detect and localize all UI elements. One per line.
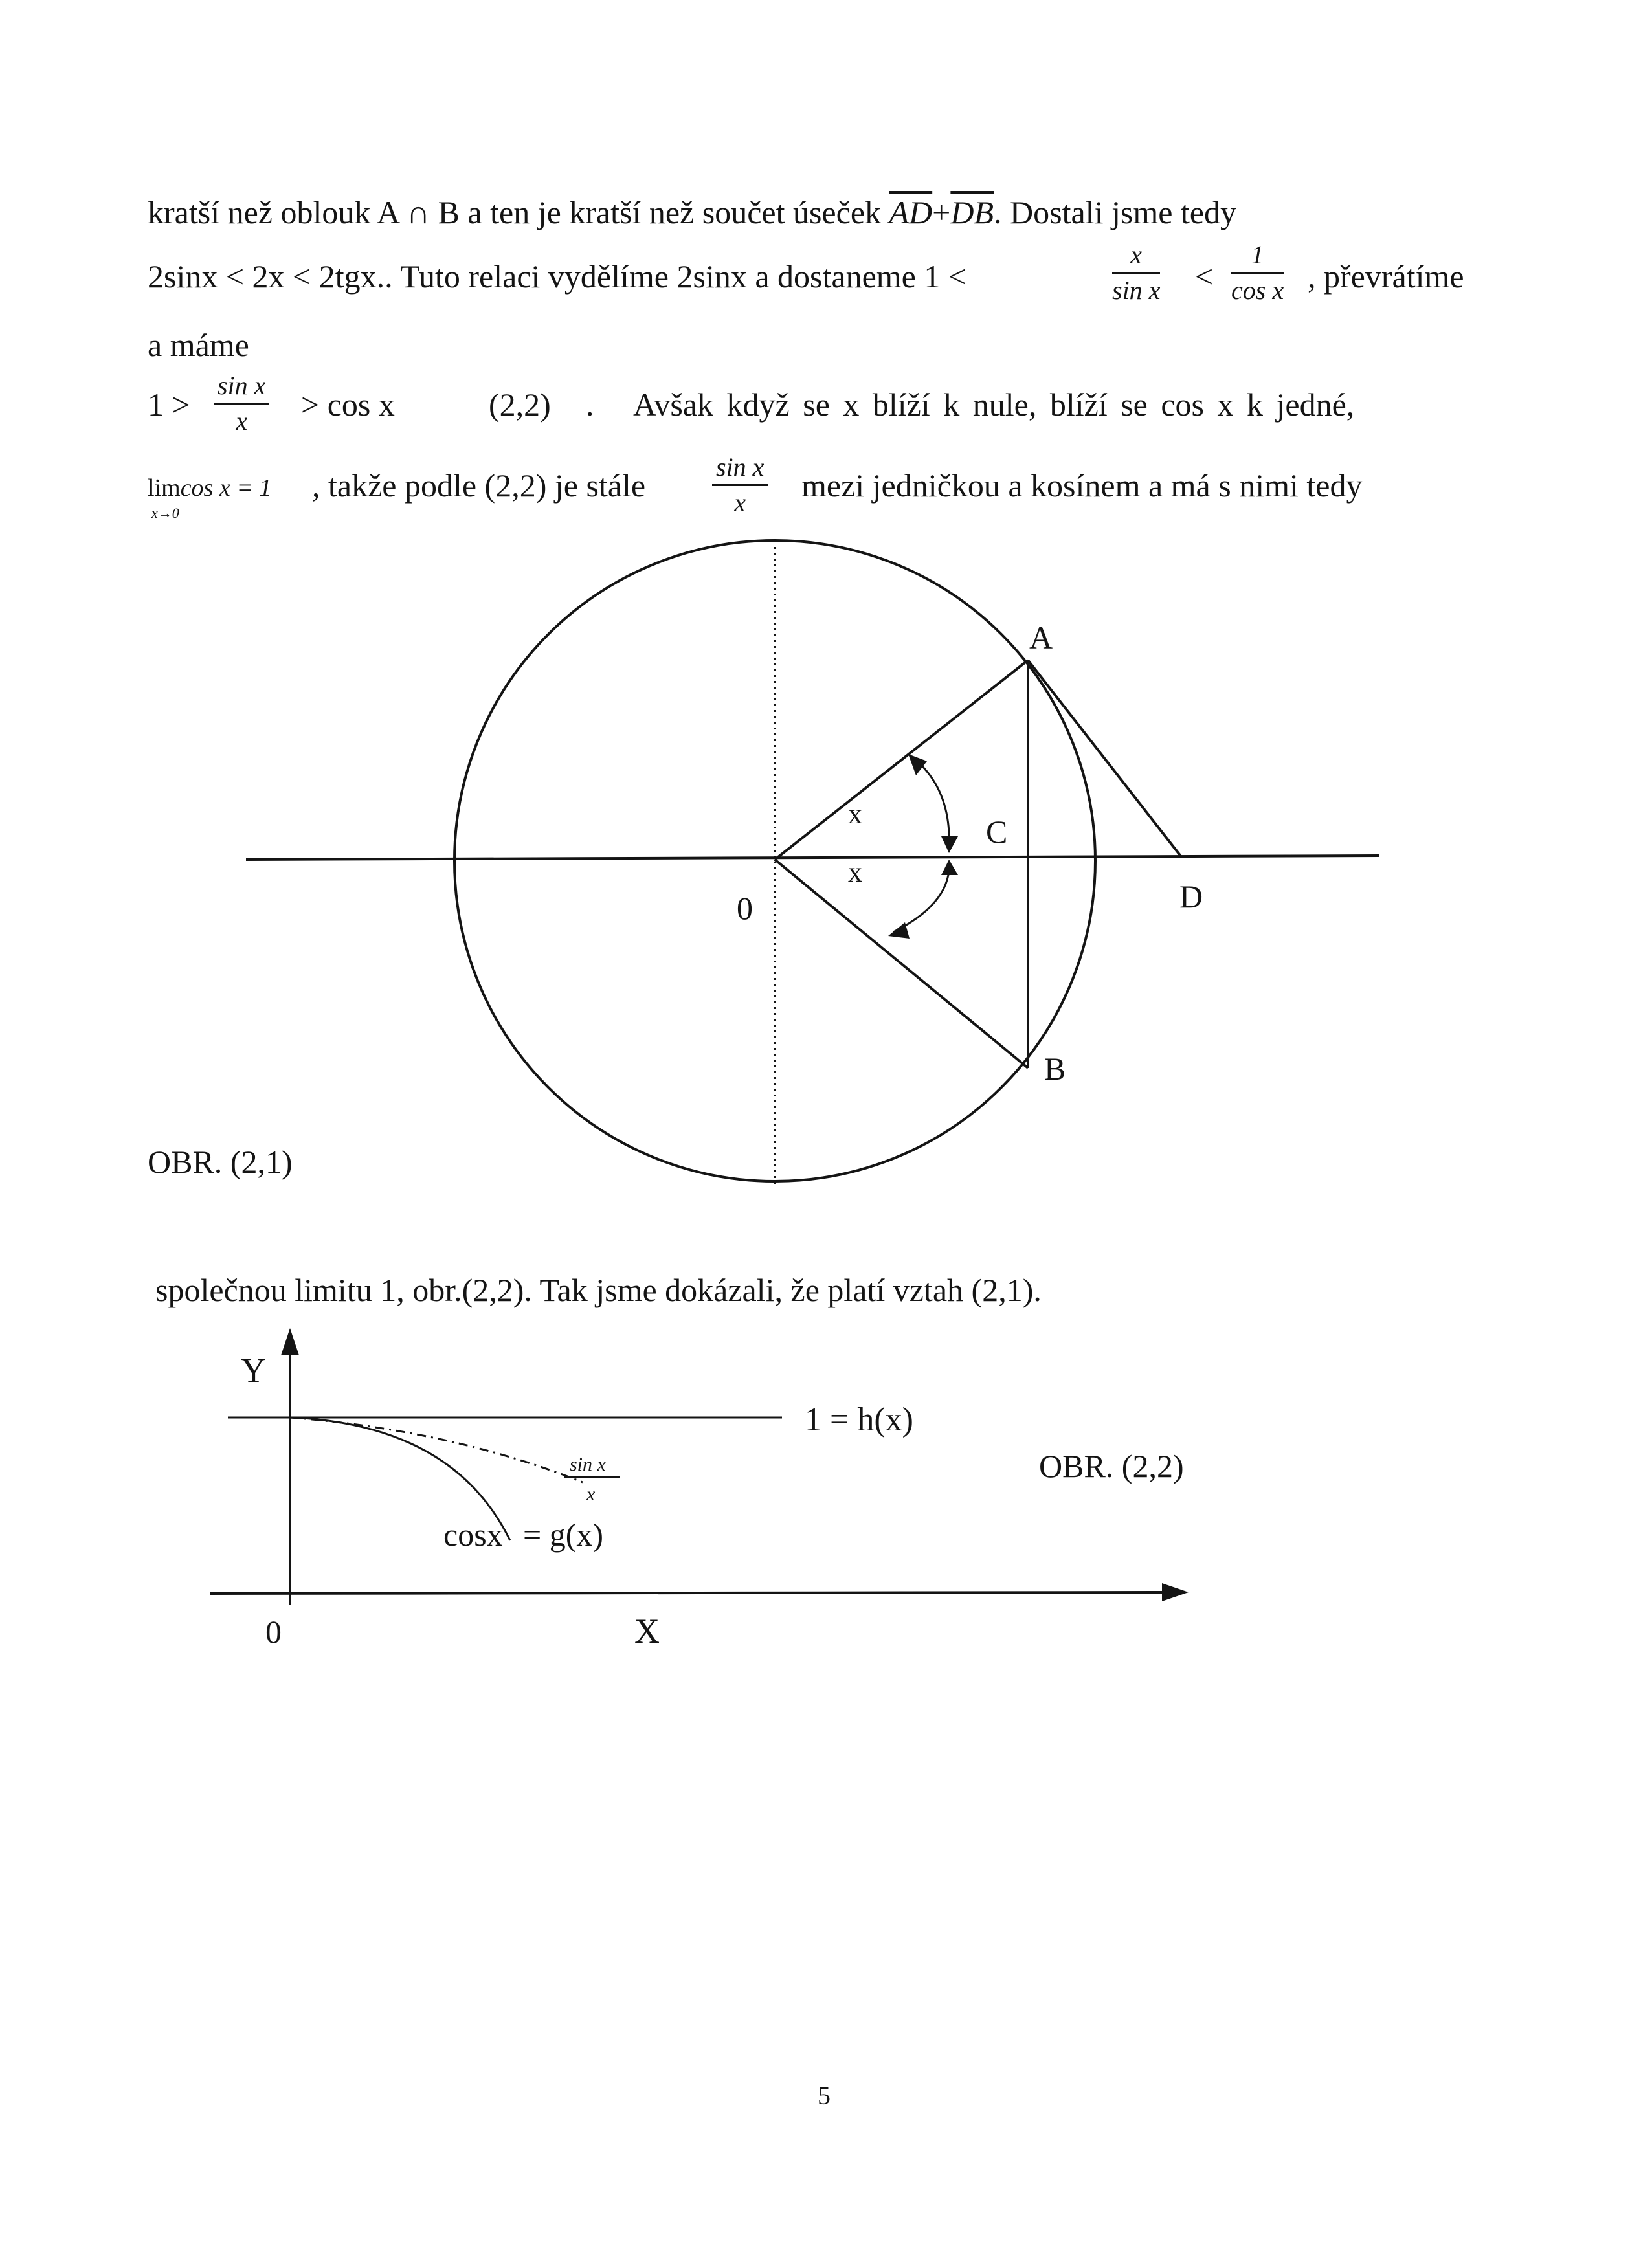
fraction-numerator: x <box>1130 240 1143 269</box>
figure1-caption: OBR. (2,1) <box>148 1144 293 1180</box>
g-label-gx: = g(x) <box>523 1517 603 1553</box>
line-4-start: 1 > <box>148 386 190 423</box>
line-2-end: , převrátíme <box>1308 258 1464 295</box>
segment-ad: $\overline{AD}$ <box>889 194 933 230</box>
equation-ref: (2,2) <box>489 386 551 423</box>
line1-mid: B a ten je kratší než součet úseček <box>438 194 882 230</box>
plus-sign: + <box>932 194 951 230</box>
segment-ad <box>1028 660 1181 857</box>
x-axis-arrow-icon <box>1162 1583 1189 1601</box>
segment-db: $\overline{DB}$ <box>950 194 994 230</box>
g-label-cosx: cosx <box>443 1517 503 1553</box>
fraction-denominator: cos x <box>1231 276 1284 305</box>
arrowhead-icon <box>941 860 958 875</box>
curve-sinx-over-x <box>290 1418 583 1482</box>
lim-word: lim <box>148 474 181 502</box>
horizontal-axis <box>246 856 1379 860</box>
gt-cos-x: > cos x <box>301 386 395 423</box>
line-2-start: 2sinx < 2x < 2tgx.. Tuto relaci vydělíme 2sinx a dostaneme 1 < <box>148 258 967 295</box>
segment-ob <box>775 860 1028 1068</box>
fraction-denominator: x <box>236 406 248 436</box>
ratio-denominator: x <box>586 1484 596 1505</box>
h-label: 1 = h(x) <box>805 1401 913 1438</box>
axis-label-y: Y <box>241 1351 266 1390</box>
label-d: D <box>1179 878 1203 915</box>
angle-label-upper: x <box>848 798 862 830</box>
line1-start: kratší než oblouk A <box>148 194 399 230</box>
angle-arc-lower <box>893 871 949 932</box>
fraction-numerator: sin x <box>716 452 765 482</box>
label-a: A <box>1029 619 1053 656</box>
cap-symbol: ∩ <box>406 194 430 230</box>
angle-arc-upper <box>914 759 949 848</box>
line-5-end: mezi jedničkou a kosínem a má s nimi tedy <box>801 467 1363 504</box>
arrowhead-icon <box>908 754 927 775</box>
axis-label-x: X <box>634 1612 660 1651</box>
lim-expr: cos x = 1 <box>180 474 272 502</box>
period: . <box>586 386 594 423</box>
y-axis-arrow-icon <box>281 1328 299 1355</box>
angle-label-lower: x <box>848 856 862 888</box>
figure2-caption: OBR. (2,2) <box>1039 1448 1184 1484</box>
fraction-denominator: sin x <box>1112 276 1161 305</box>
fraction-denominator: x <box>734 488 746 517</box>
fraction-numerator: 1 <box>1251 240 1264 269</box>
origin-label: 0 <box>265 1614 282 1650</box>
fraction-numerator: sin x <box>218 371 266 400</box>
lim-subscript: x→0 <box>151 505 179 521</box>
less-than: < <box>1195 258 1214 295</box>
label-c: C <box>986 814 1008 850</box>
arrowhead-icon <box>941 836 958 853</box>
page-number: 5 <box>818 2081 831 2110</box>
line1-end: . Dostali jsme tedy <box>994 194 1236 230</box>
label-b: B <box>1044 1051 1066 1087</box>
line-5-mid: , takže podle (2,2) je stále <box>312 467 646 504</box>
x-axis <box>210 1592 1165 1594</box>
line-6: společnou limitu 1, obr.(2,2). Tak jsme dokázali, že platí vztah (2,1). <box>155 1272 1042 1308</box>
label-origin: 0 <box>737 890 753 926</box>
figure-graph <box>0 1327 1652 1715</box>
line-4-end: Avšak když se x blíží k nule, blíží se cos x k jedné, <box>633 386 1355 423</box>
ratio-numerator: sin x <box>570 1454 606 1475</box>
line-3: a máme <box>148 327 249 363</box>
